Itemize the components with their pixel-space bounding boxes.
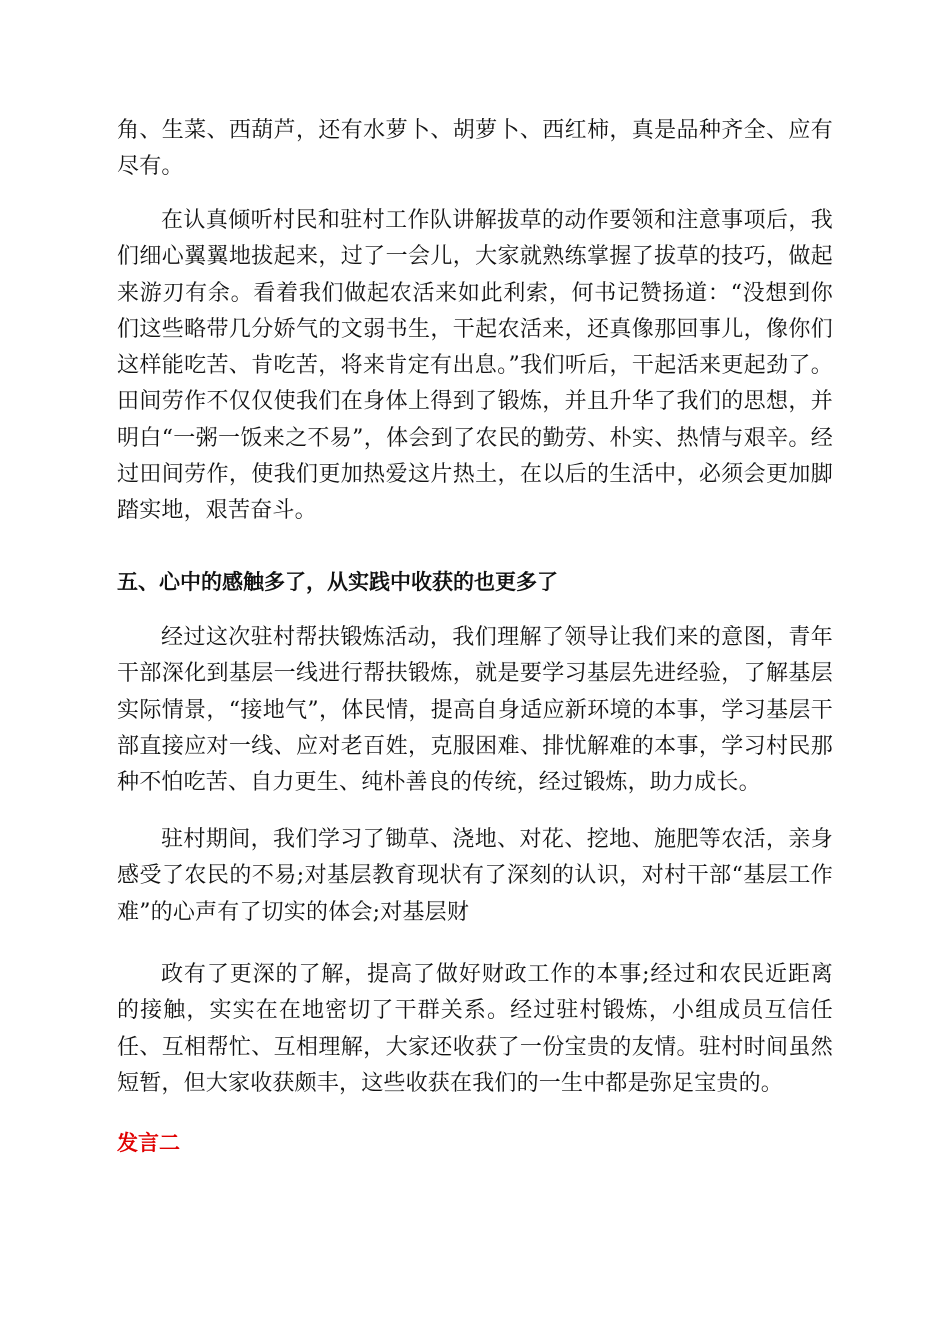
paragraph-vegetables-continued: 角、生菜、西葫芦，还有水萝卜、胡萝卜、西红柿，真是品种齐全、应有尽有。 bbox=[117, 118, 833, 180]
paragraph-finance-understanding: 政有了更深的了解，提高了做好财政工作的本事;经过和农民近距离的接触，实实在在地密切了干群关系。经过驻村锻炼，小组成员互信任任、互相帮忙、互相理解，大家还收获了一份宝贵的友情。驻村时间虽然短暂，但大家收获颇丰，这些收获在我们的一生中都是弥足宝贵的。 bbox=[117, 962, 833, 1096]
paragraph-weeding-work: 在认真倾听村民和驻村工作队讲解拔草的动作要领和注意事项后，我们细心翼翼地拔起来，过了一会儿，大家就熟练掌握了拔草的技巧，做起来游刃有余。看着我们做起农活来如此利索，何书记赞扬道：“没想到你们这些略带几分娇气的文弱书生，干起农活来，还真像那回事儿，像你们这样能吃苦、肯吃苦，将来肯定有出息。”我们听后，干起活来更起劲了。田间劳作不仅仅使我们在身体上得到了锻炼，并且升华了我们的思想，并明白“一粥一饭来之不易”，体会到了农民的勤劳、朴实、热情与艰辛。经过田间劳作，使我们更加热爱这片热土，在以后的生活中，必须会更加脚踏实地，艰苦奋斗。 bbox=[117, 208, 833, 524]
paragraph-village-activities: 驻村期间，我们学习了锄草、浇地、对花、挖地、施肥等农活，亲身感受了农民的不易;对基层教育现状有了深刻的认识，对村干部“基层工作难”的心声有了切实的体会;对基层财 bbox=[117, 827, 833, 925]
section-heading-five: 五、心中的感触多了，从实践中收获的也更多了 bbox=[117, 570, 558, 594]
paragraph-training-purpose: 经过这次驻村帮扶锻炼活动，我们理解了领导让我们来的意图，青年干部深化到基层一线进行帮扶锻炼，就是要学习基层先进经验，了解基层实际情景，“接地气”，体民情，提高自身适应新环境的本事，学习基层干部直接应对一线、应对老百姓，克服困难、排忧解难的本事，学习村民那种不怕吃苦、自力更生、纯朴善良的传统，经过锻炼，助力成长。 bbox=[117, 625, 833, 796]
speech-two-heading: 发言二 bbox=[117, 1131, 180, 1155]
